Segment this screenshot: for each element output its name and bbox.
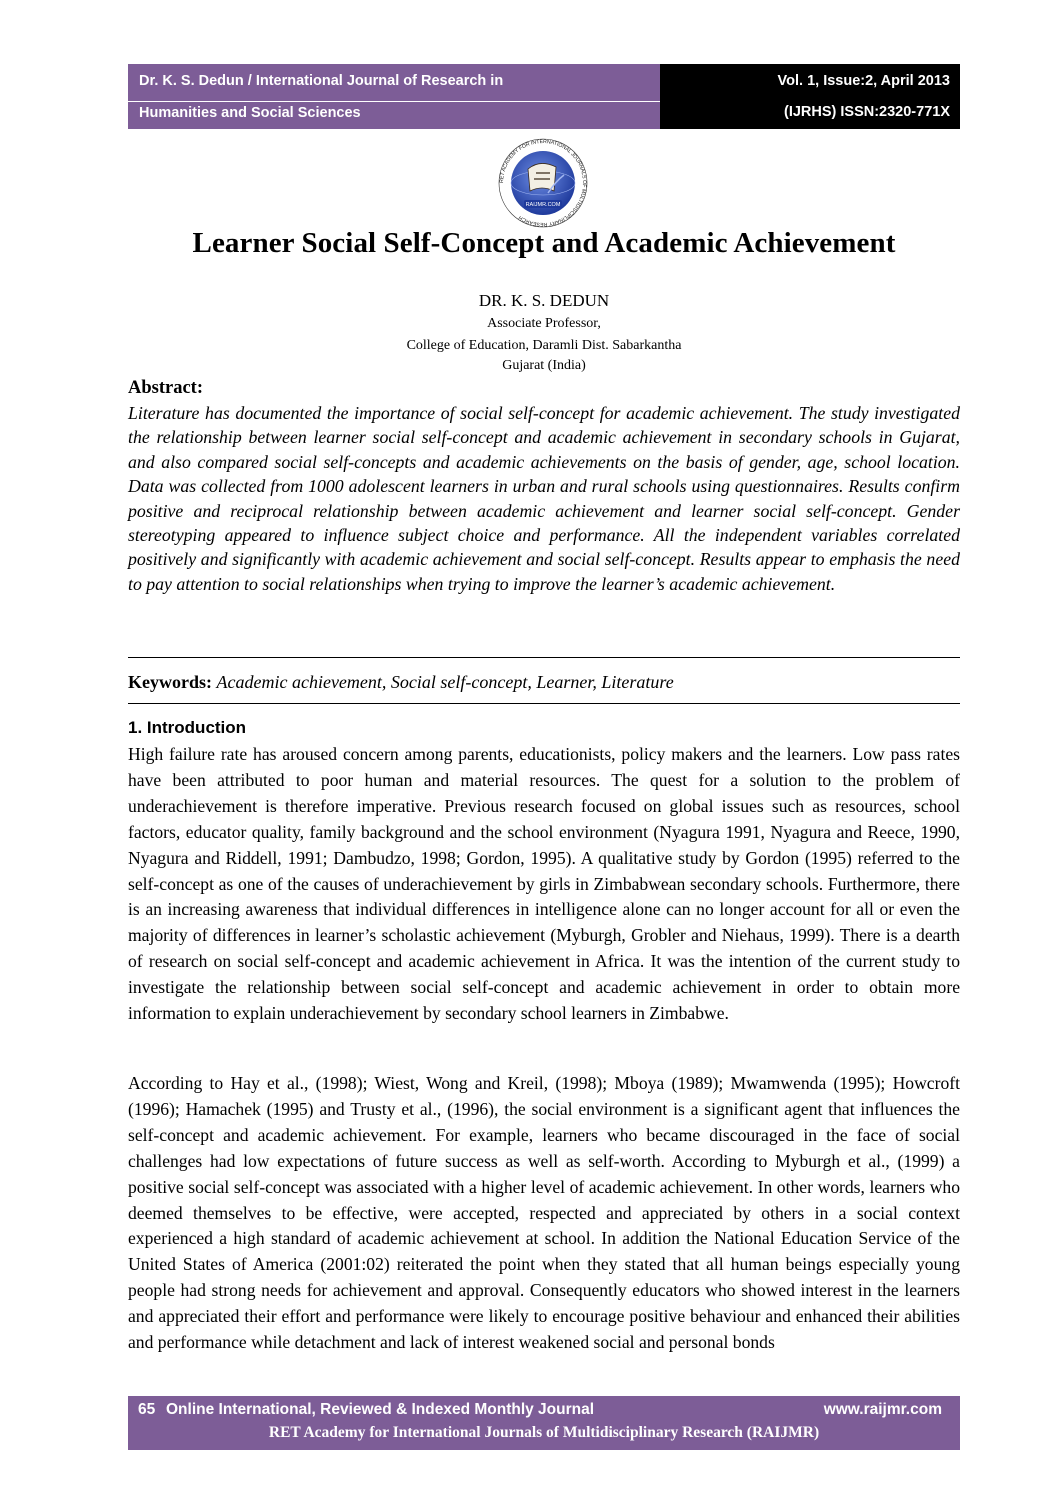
keywords-text: Academic achievement, Social self-concept, Learner, Literature xyxy=(216,672,674,692)
section-heading-introduction: 1. Introduction xyxy=(128,718,247,737)
journal-header xyxy=(128,64,960,129)
header-journal-line2: Humanities and Social Sciences xyxy=(128,101,660,133)
keywords-label: Keywords: xyxy=(128,672,212,692)
header-issn: (IJRHS) ISSN:2320-771X xyxy=(783,104,950,120)
header-journal-line1: Dr. K. S. Dedun / International Journal of Research in xyxy=(139,73,504,89)
introduction-paragraph-2: According to Hay et al., (1998); Wiest, Wong and Kreil, (1998); Mboya (1989); Mwamwenda (1995); Howcroft (1996); Hamachek (1995) and Trusty et al., (1996), the social environment is a significant agent that influences the self-concept and academic achievement. For example, learners who became discouraged in the face of social challenges had low expectations of future success as well as self-worth. According to Myburgh et al., (1999) a positive social self-concept was associated with a higher level of academic achievement. In other words, learners who deemed themselves to be effective, were accepted, respected and appreciated by others in a social context experienced a high standard of academic achievement at school. In addition the National Education Service of the United States of America (2001:02) reiterated the point when they stated that all human beings especially young people had strong needs for achievement and approval. Consequently educators who showed interest in the learners and appreciated their effort and performance were likely to encourage positive behaviour and enhanced their abilities and performance while detachment and lack of interest weakened social and personal bonds xyxy=(128,1073,960,1353)
journal-footer xyxy=(128,1396,960,1450)
author-institution: College of Education, Daramli Dist. Sabarkantha xyxy=(406,338,682,353)
author-location: Gujarat (India) xyxy=(502,358,586,373)
divider-top xyxy=(128,657,960,658)
header-issue-info xyxy=(660,64,960,129)
raijmr-logo-icon xyxy=(484,133,602,233)
page-number: 65 xyxy=(138,1401,156,1418)
author-name: DR. K. S. DEDUN xyxy=(478,291,610,310)
keywords xyxy=(128,672,960,693)
divider-bottom xyxy=(128,703,960,704)
author-position: Associate Professor, xyxy=(487,316,601,331)
abstract-text: Literature has documented the importance of social self-concept for academic achievement. The study investigated the relationship between learner social self-concept and academic achievement in secondary schools in Gujarat, and also compared social self-concepts and academic achievements on the basis of gender, age, school location. Data was collected from 1000 adolescent learners in urban and rural schools using questionnaires. Results confirm positive and reciprocal relationship between academic achievement and learner social self-concept. Gender stereotyping appeared to influence subject choice and performance. All the independent variables correlated positively and significantly with academic achievement and social self-concept. Results appear to emphasis the need to pay attention to social relationships when trying to improve the learner’s academic achievement. xyxy=(128,403,960,594)
abstract-heading: Abstract: xyxy=(128,378,204,398)
header-journal-info xyxy=(128,64,660,129)
footer-tagline: Online International, Reviewed & Indexed Monthly Journal xyxy=(166,1401,595,1418)
header-volume-issue: Vol. 1, Issue:2, April 2013 xyxy=(777,73,950,89)
logo-center-text: RAIJMR.COM xyxy=(525,202,561,208)
footer-website-link[interactable]: www.raijmr.com xyxy=(823,1401,942,1418)
paper-title: Learner Social Self-Concept and Academic Achievement xyxy=(192,227,896,259)
introduction-paragraph-1: High failure rate has aroused concern among parents, educationists, policy makers and the learners. Low pass rates have been attributed to poor human and material resources. The quest for a solution to the problem of underachievement is therefore imperative. Previous research focused on global issues such as resources, school factors, educator quality, family background and the school environment (Nyagura 1991, Nyagura and Reece, 1990, Nyagura and Riddell, 1991; Dambudzo, 1998; Gordon, 1995). A qualitative study by Gordon (1995) referred to the self-concept as one of the causes of underachievement by girls in Zimbabwean secondary schools. Furthermore, there is an increasing awareness that individual differences in intelligence alone can no longer account for all or even the majority of differences in learner’s scholastic achievement (Myburgh, Grobler and Niehaus, 1999). There is a dearth of research on social self-concept and academic achievement in Africa. It was the intention of the current study to investigate the relationship between social self-concept and academic achievement in order to obtain more information to explain underachievement by secondary school learners in Zimbabwe. xyxy=(128,744,960,1024)
footer-organization: RET Academy for International Journals of Multidisciplinary Research (RAIJMR) xyxy=(268,1424,820,1441)
logo-ring-text: RET ACADEMY FOR INTERNATIONAL JOURNALS OF MULTIDISCIPLINARY RESEARCH xyxy=(498,138,588,228)
